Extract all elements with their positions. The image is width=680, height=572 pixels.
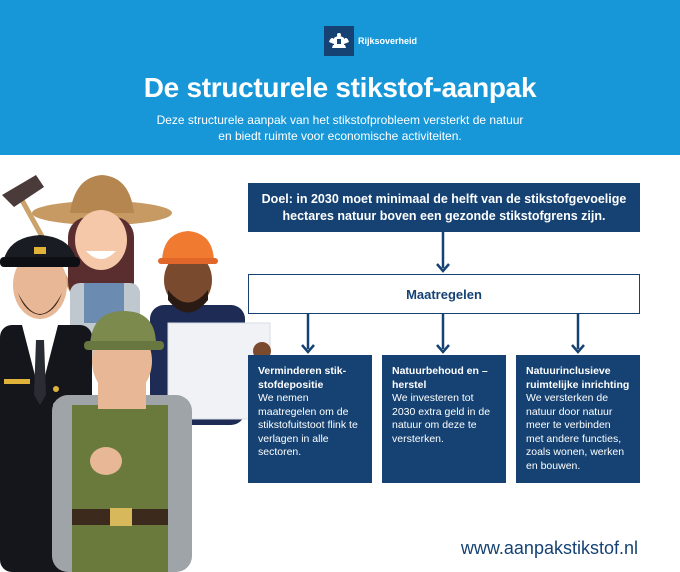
maatregelen-box: Maatregelen [248,274,640,314]
page-title: De structurele stikstof-aanpak [143,72,537,103]
goal-box: Doel: in 2030 moet minimaal de helft van de stikstofgevoelige hectares natuur boven een gezonde stikstofgrens zijn. [248,183,640,232]
card-title: Natuurbehoud en –herstel [392,365,488,391]
measure-card-inrichting [516,355,640,483]
brand-name: Rijksoverheid [358,36,418,46]
page-subtitle: Deze structurele aanpak van het stikstofprobleem versterkt de natuur en biedt ruimte voor economische activiteiten. [156,113,524,143]
card-body: We investeren tot 2030 extra geld in de natuur om deze te versterken. [392,392,491,445]
card-title: Verminderen stik-stofdepositie [258,365,347,391]
card-body: We nemen maatregelen om de stikstofuitstoot flink te verlagen in alle sectoren. [258,392,358,458]
measure-card-depositie [248,355,372,483]
measure-card-natuurbehoud [382,355,506,483]
website-link[interactable]: www.aanpakstikstof.nl [460,538,638,558]
card-body: We versterken de natuur door natuur meer te verbinden met andere functies, zoals wonen, werken en bouwen. [526,392,625,472]
card-title: Natuurinclusieve ruimtelijke inrichting [526,365,630,391]
